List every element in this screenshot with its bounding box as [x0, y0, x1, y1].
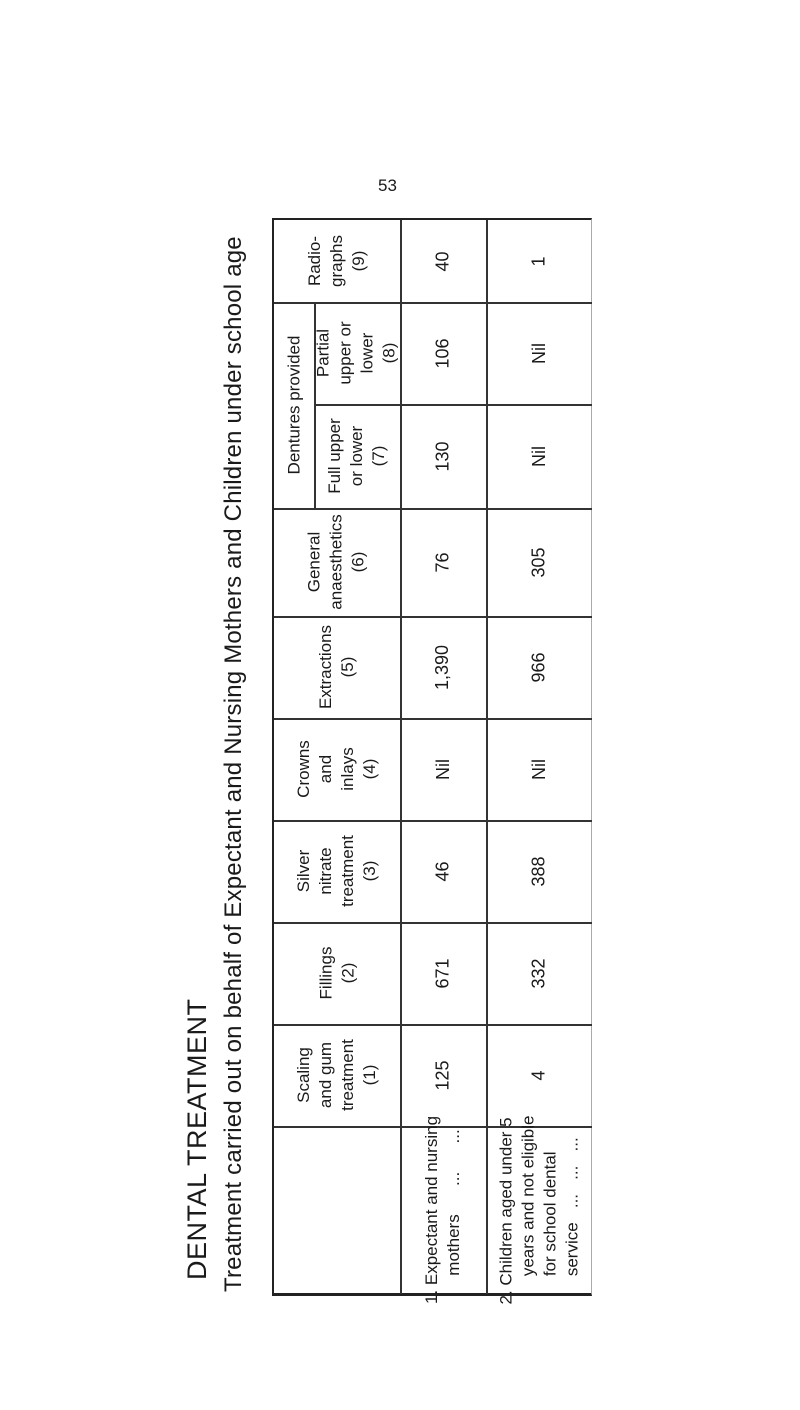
page-subtitle: Treatment carried out on behalf of Expectant and Nursing Mothers and Children under school age [220, 236, 247, 1292]
table-cell: Nil [528, 758, 549, 780]
table-cell: 130 [432, 440, 453, 472]
table-cell: 671 [432, 957, 453, 989]
header-partial-dentures: Partial upper or lower (8) [313, 321, 399, 385]
table-cell: Nil [528, 342, 549, 364]
table-cell: 332 [528, 957, 549, 989]
header-silver-nitrate: Silver nitrate treatment (3) [294, 835, 379, 907]
table-cell: Nil [432, 758, 453, 780]
row-label-mothers: 1. Expectant and nursing mothers ... ... [422, 1115, 464, 1305]
table-cell: 966 [528, 651, 549, 683]
table-cell: 125 [432, 1059, 453, 1091]
table-cell: 1,390 [432, 644, 453, 690]
header-crowns-inlays: Crowns and inlays (4) [294, 740, 379, 798]
table-cell: 76 [432, 551, 453, 573]
header-general-anaesthetics: General anaesthetics (6) [304, 514, 368, 610]
table-cell: 1 [528, 255, 549, 267]
row-label-children: 2. Children aged under 5 years and not eligible for school dental service ... ... ... [496, 1115, 582, 1305]
table-cell: 40 [432, 250, 453, 272]
table-cell: Nil [528, 445, 549, 467]
treatment-table [272, 218, 592, 1305]
page-title: DENTAL TREATMENT [182, 998, 212, 1280]
table-cell: 305 [528, 546, 549, 578]
header-extractions: Extractions (5) [316, 624, 357, 710]
table-cell: 106 [432, 337, 453, 369]
header-radiographs: Radio- graphs (9) [304, 235, 368, 287]
header-fillings: Fillings (2) [316, 946, 357, 1000]
dentures-group-header: Dentures provided [284, 335, 304, 475]
page-number: 53 [378, 176, 397, 195]
table-cell: 388 [528, 855, 549, 887]
table-cell: 46 [432, 860, 453, 882]
header-full-dentures: Full upper or lower (7) [324, 418, 388, 494]
header-scaling: Scaling and gum treatment (1) [294, 1039, 379, 1111]
table-cell: 4 [528, 1069, 549, 1081]
